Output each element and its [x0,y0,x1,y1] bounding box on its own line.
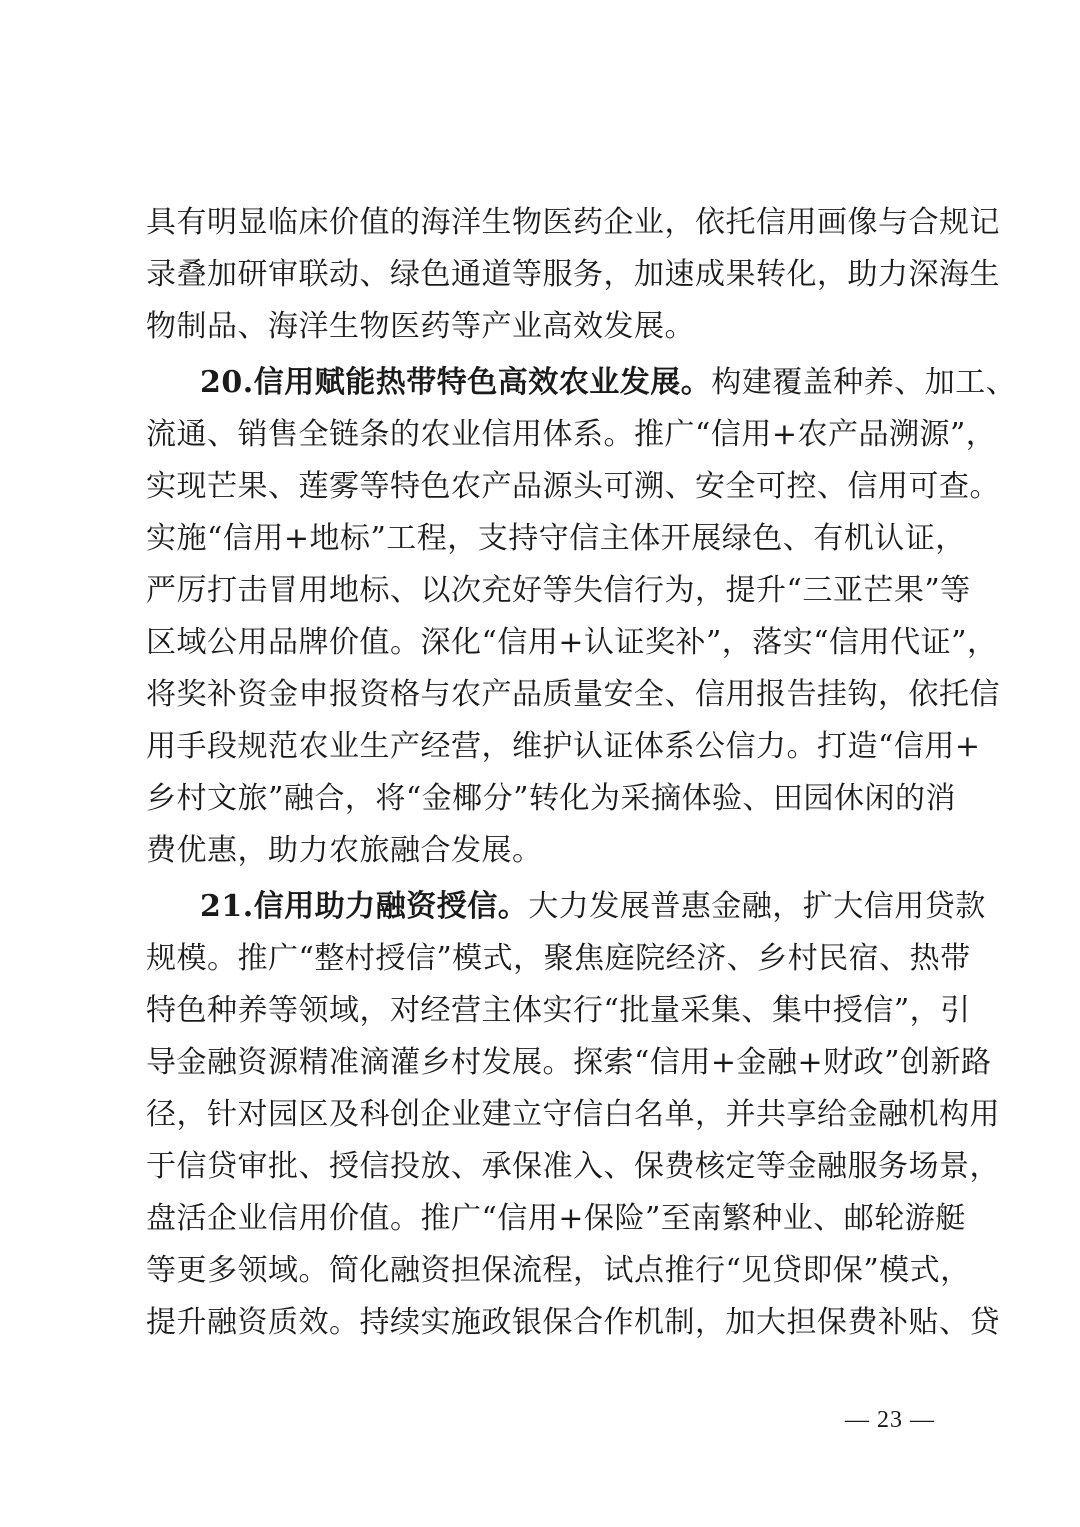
section-21-heading: 21.信用助力融资授信。 [200,889,529,924]
body-text-line: 严厉打击冒用地标、以次充好等失信行为，提升“三亚芒果”等 [146,573,971,608]
body-text-line: 盘活企业信用价值。推广“信用+保险”至南繁种业、邮轮游艇 [146,1201,966,1236]
body-text-line: 物制品、海洋生物医药等产业高效发展。 [146,309,695,344]
body-text-line: 区域公用品牌价值。深化“信用+认证奖补”，落实“信用代证”， [146,625,998,660]
body-text-line: 乡村文旅”融合，将“金椰分”转化为采摘体验、田园休闲的消 [146,781,957,816]
page-number: — 23 — [845,1407,935,1433]
section-20-first-line [200,357,1017,409]
body-text-line: 等更多领域。简化融资担保流程，试点推行“见贷即保”模式， [146,1253,971,1288]
section-21-first-line-text: 大力发展普惠金融，扩大信用贷款 [528,889,986,924]
body-text-line: 实施“信用+地标”工程，支持守信主体开展绿色、有机认证， [146,521,966,556]
body-text-line: 特色种养等领域，对经营主体实行“批量采集、集中授信”，引 [146,993,971,1028]
section-21-first-line [200,881,986,933]
body-text-line: 径，针对园区及科创企业建立守信白名单，并共享给金融机构用 [146,1097,1000,1132]
body-text-line: 将奖补资金申报资格与农产品质量安全、信用报告挂钩，依托信 [146,677,1000,712]
body-text-line: 录叠加研审联动、绿色通道等服务，加速成果转化，助力深海生 [146,257,1000,292]
body-text-line: 实现芒果、莲雾等特色农产品源头可溯、安全可控、信用可查。 [146,469,1000,504]
body-text-line: 规模。推广“整村授信”模式，聚焦庭院经济、乡村民宿、热带 [146,941,971,976]
section-20-first-line-text: 构建覆盖种养、加工、 [711,365,1017,400]
body-text-line: 用手段规范农业生产经营，维护认证体系公信力。打造“信用+ [146,729,981,764]
body-text-line: 于信贷审批、授信投放、承保准入、保费核定等金融服务场景， [146,1149,1000,1184]
body-text-line: 提升融资质效。持续实施政银保合作机制，加大担保费补贴、贷 [146,1305,1000,1340]
section-20-heading: 20.信用赋能热带特色高效农业发展。 [200,365,712,400]
body-text-line: 导金融资源精准滴灌乡村发展。探索“信用+金融+财政”创新路 [146,1045,992,1080]
body-text-line: 具有明显临床价值的海洋生物医药企业，依托信用画像与合规记 [146,205,1000,240]
body-text-line: 流通、销售全链条的农业信用体系。推广“信用+农产品溯源”， [146,417,997,452]
body-text-line: 费优惠，助力农旅融合发展。 [146,833,543,868]
